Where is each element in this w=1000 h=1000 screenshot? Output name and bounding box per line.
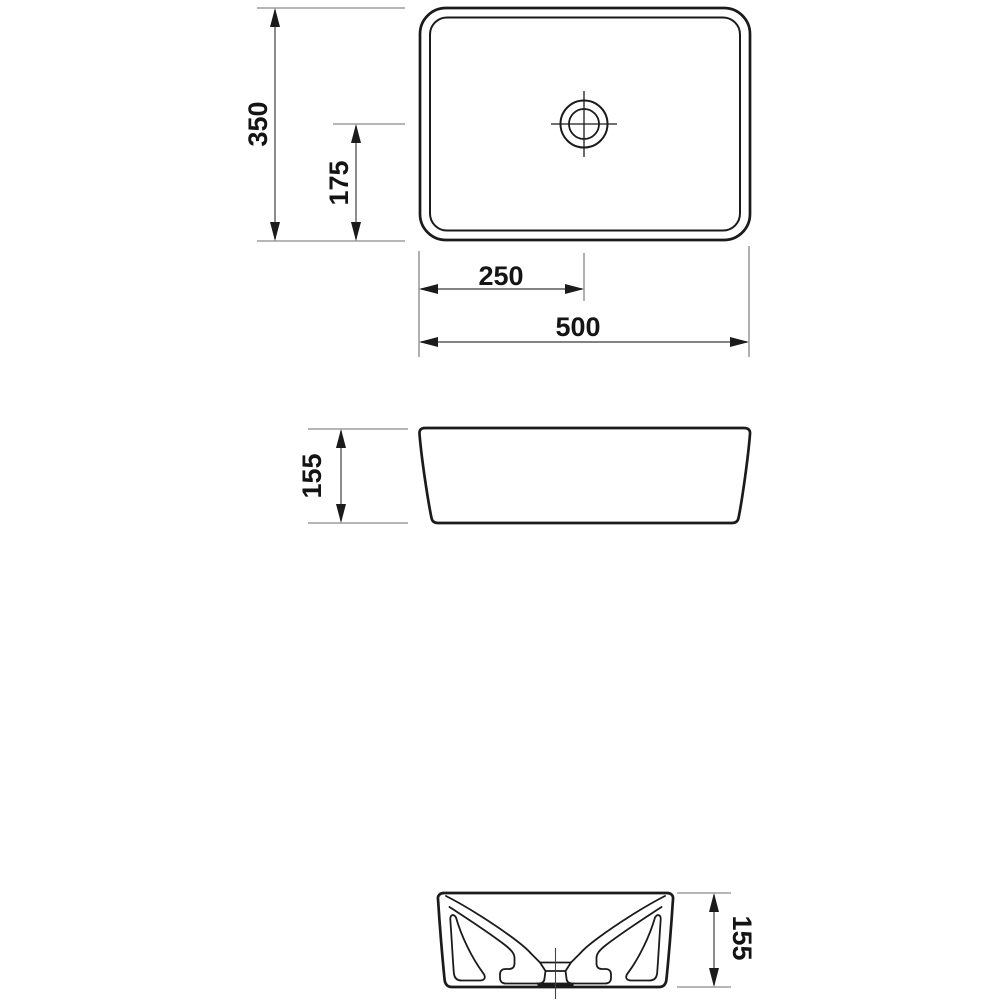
arrow-up-icon: [270, 8, 280, 27]
dim-label-155-front: 155: [297, 453, 327, 499]
dim-label-350: 350: [243, 101, 273, 147]
dimension-section-height-155: [677, 893, 757, 987]
arrow-down-icon: [336, 504, 346, 523]
arrow-up-icon: [351, 124, 361, 143]
arrow-up-icon: [336, 429, 346, 448]
dim-label-155-section: 155: [727, 915, 757, 961]
arrow-right-icon: [730, 337, 749, 347]
dim-label-175: 175: [324, 160, 354, 206]
section-view: [438, 893, 673, 999]
arrow-left-icon: [419, 337, 438, 347]
arrow-down-icon: [709, 968, 719, 987]
dim-label-500: 500: [555, 312, 601, 342]
arrow-left-icon: [419, 284, 438, 294]
front-profile: [419, 428, 750, 523]
drain-throat-left: [537, 971, 546, 984]
foot-cavity-left: [450, 915, 485, 980]
bowl-surface-lower-right: [574, 907, 662, 984]
foot-cavity-right: [626, 915, 661, 980]
arrow-down-icon: [270, 222, 280, 241]
section-left-wall: [446, 896, 537, 984]
dimension-front-height-155: [297, 429, 408, 523]
top-view: [420, 8, 750, 240]
dimension-drain-offset-175: [324, 124, 361, 241]
drain-circle: [551, 91, 617, 157]
dim-label-250: 250: [478, 261, 524, 291]
section-right-wall: [574, 896, 665, 984]
front-view: [419, 428, 750, 523]
arrow-down-icon: [351, 222, 361, 241]
drain-throat-right: [566, 971, 575, 984]
arrow-right-icon: [565, 284, 584, 294]
arrow-up-icon: [709, 893, 719, 912]
section-drain-pocket: [531, 948, 581, 999]
bowl-surface-lower-left: [450, 907, 538, 984]
